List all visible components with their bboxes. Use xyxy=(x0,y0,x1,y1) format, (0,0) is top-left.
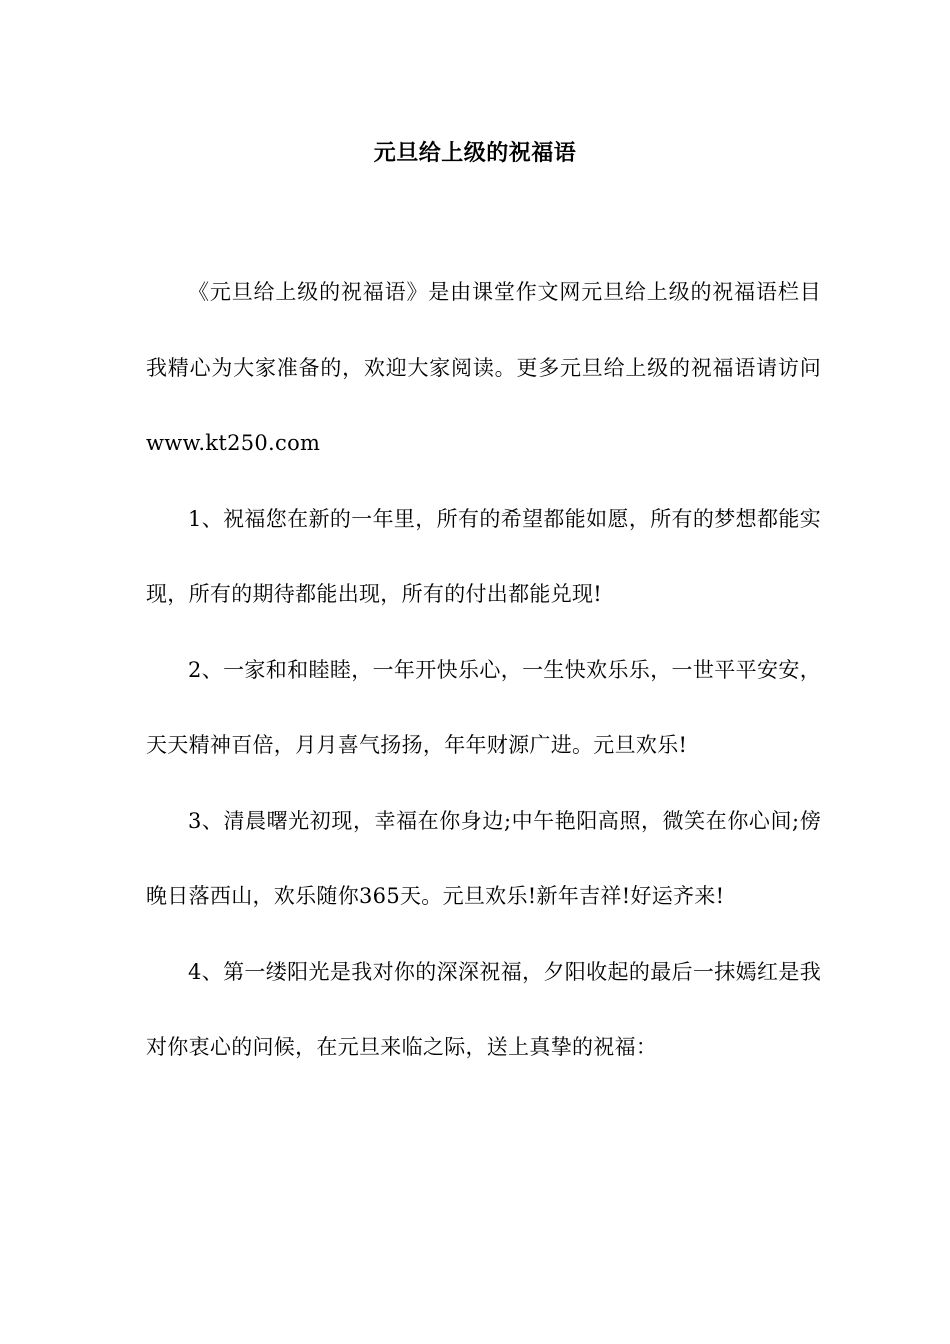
intro-paragraph: 《元旦给上级的祝福语》是由课堂作文网元旦给上级的祝福语栏目我精心为大家准备的，欢迎大家阅读。更多元旦给上级的祝福语请访问www.kt250.com xyxy=(146,280,821,455)
greeting-paragraph-2: 2、一家和和睦睦，一年开快乐心，一生快欢乐乐，一世平平安安，天天精神百倍，月月喜气扬扬，年年财源广进。元旦欢乐! xyxy=(146,657,821,757)
document-title: 元旦给上级的祝福语 xyxy=(373,141,577,166)
greeting-paragraph-4: 4、第一缕阳光是我对你的深深祝福，夕阳收起的最后一抹嫣红是我对你衷心的问候，在元旦来临之际，送上真挚的祝福： xyxy=(146,959,821,1059)
greeting-paragraph-1: 1、祝福您在新的一年里，所有的希望都能如愿，所有的梦想都能实现，所有的期待都能出现，所有的付出都能兑现! xyxy=(146,506,821,606)
greeting-paragraph-3: 3、清晨曙光初现，幸福在你身边;中午艳阳高照，微笑在你心间;傍晚日落西山，欢乐随你365天。元旦欢乐!新年吉祥!好运齐来! xyxy=(146,808,821,908)
document-body xyxy=(146,255,821,1086)
